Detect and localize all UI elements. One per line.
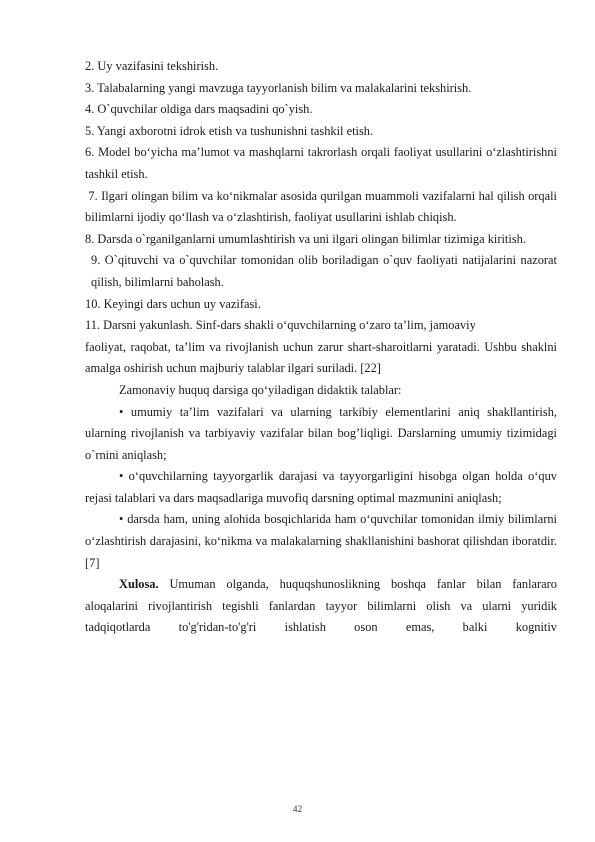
list-item: 4. O`quvchilar oldiga dars maqsadini qo`yish. xyxy=(85,102,313,117)
bullet-item: • umumiy ta’lim vazifalari va ularning tarkibiy elementlarini aniq shakllantirish, ularning rivojlanish va tarbiyaviy vazifalar bilan bog’liqligi. Darslarning umumiy tizimidagi o`rnini aniqlash; xyxy=(85,404,557,462)
list-item: 3. Talabalarning yangi mavzuga tayyorlanish bilim va malakalarini tekshirish. xyxy=(85,80,472,95)
list-item: 2. Uy vazifasini tekshirish. xyxy=(85,59,219,73)
list-item: 8. Darsda o`rganilganlarni umumlashtirish va uni ilgari olingan bilimlar tizimiga kiritish. xyxy=(85,231,526,246)
list-item: 6. Model bo‘yicha ma’lumot va mashqlarni takrorlash orqali faoliyat usullarini o‘zlashtirishni tashkil etish. xyxy=(85,145,557,181)
bullet-item: • o‘quvchilarning tayyorgarlik darajasi va tayyorgarligini hisobga olgan holda o‘quv rejasi talablari va dars maqsadlariga muvofiq darsning optimal mazmunini aniqlash; xyxy=(85,469,557,505)
list-item: 10. Keyingi dars uchun uy vazifasi. xyxy=(85,296,261,311)
page-body xyxy=(85,56,561,639)
list-item: 9. O`qituvchi va o`quvchilar tomonidan olib boriladigan o`quv faoliyati natijalarini nazorat qilish, bilimlarni baholash. xyxy=(91,253,557,289)
conclusion-label: Xulosa. xyxy=(119,577,159,592)
list-item: 5. Yangi axborotni idrok etish va tushunishni tashkil etish. xyxy=(85,123,374,138)
conclusion-paragraph xyxy=(85,574,557,639)
conclusion-text: Umuman olganda, huquqshunoslikning boshqa fanlar bilan fanlararo aloqalarini rivojlantirish tegishli fanlardan tayyor bilimlarni olish va ularni yuridik tadqiqotlarda to'g'ridan-to'g'ri ishlatish oson emas, balki kognitiv xyxy=(85,577,557,635)
bullet-item: • darsda ham, uning alohida bosqichlarida ham o‘quvchilar tomonidan ilmiy bilimlarni o‘zlashtirish darajasini, ko‘nikma va malakalarning shakllanishini bashorat qilishdan iboratdir.[7] xyxy=(85,512,557,570)
list-item: 7. Ilgari olingan bilim va ko‘nikmalar asosida qurilgan muammoli vazifalarni hal qilish orqali bilimlarni ijodiy qo‘llash va o‘zlashtirish, faoliyat usullarini ishlab chiqish. xyxy=(85,188,561,225)
page-number: 42 xyxy=(292,805,303,815)
requirements-heading: Zamonaviy huquq darsiga qo‘yiladigan didaktik talablar: xyxy=(119,382,402,397)
paragraph-continuation: faoliyat, raqobat, ta’lim va rivojlanish uchun zarur shart-sharoitlarni yaratadi. Ushbu shaklni amalga oshirish uchun majburiy talablar ilgari suriladi. [22] xyxy=(85,339,557,376)
list-item: 11. Darsni yakunlash. Sinf-dars shakli o‘quvchilarning o‘zaro ta’lim, jamoaviy xyxy=(85,318,476,333)
